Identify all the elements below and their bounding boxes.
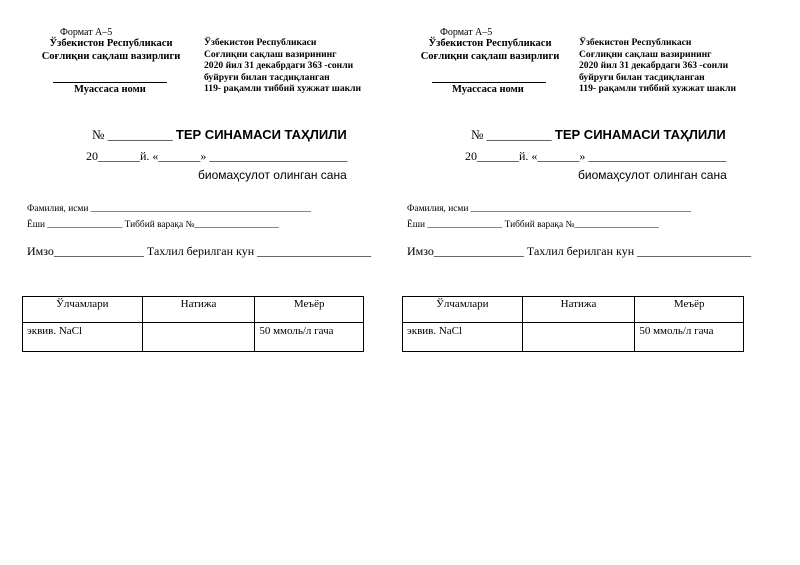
form-right bbox=[380, 0, 760, 565]
title-main: ТЕР СИНАМАСИ ТАҲЛИЛИ bbox=[554, 127, 726, 142]
approval-line: Ўзбекистон Республикаси bbox=[204, 37, 317, 48]
approval-line: 119- рақамли тиббий хужжат шакли bbox=[579, 83, 737, 94]
results-table bbox=[22, 296, 364, 352]
form-title bbox=[92, 127, 347, 143]
signature-date-line[interactable]: Имзо_______________ Тахлил берилган кун ___________________ bbox=[407, 244, 752, 258]
approval-line: Соғлиқни сақлаш вазирининг bbox=[579, 48, 712, 60]
table-cell-norm: 50 ммоль/л гача bbox=[635, 323, 744, 352]
table-header-cell: Натижа bbox=[142, 297, 255, 323]
format-label: Формат А–5 bbox=[60, 27, 113, 38]
signature-date-line[interactable]: Имзо_______________ Тахлил берилган кун ___________________ bbox=[27, 244, 372, 258]
date-field-line[interactable]: 20_______й. «_______» _______________________ bbox=[465, 149, 727, 163]
form-left bbox=[0, 0, 380, 565]
approval-line: Ўзбекистон Республикаси bbox=[579, 37, 692, 48]
age-record-field-line[interactable]: Ёши ________________ Тиббий варақа №__________________ bbox=[27, 220, 279, 230]
table-header-cell: Ўлчамлари bbox=[403, 297, 523, 323]
table-header-row bbox=[23, 297, 364, 323]
approval-line: буйруғи билан тасдиқланган bbox=[579, 71, 705, 83]
approval-line: 2020 йил 31 декабрдаги 363 -сонли bbox=[579, 60, 729, 71]
approval-line: Соғлиқни сақлаш вазирининг bbox=[204, 48, 337, 60]
institution-underline bbox=[53, 82, 167, 83]
table-row bbox=[23, 323, 364, 352]
approval-line: 119- рақамли тиббий хужжат шакли bbox=[204, 83, 362, 94]
format-label: Формат А–5 bbox=[440, 27, 493, 38]
institution-label: Муассаса номи bbox=[452, 84, 524, 95]
ministry-name: Ўзбекистон Республикаси Соғлиқни сақлаш вазирлиги bbox=[420, 38, 560, 62]
results-table bbox=[402, 296, 744, 352]
table-header-cell: Меъёр bbox=[255, 297, 364, 323]
approval-block bbox=[579, 37, 736, 95]
name-field-line[interactable]: Фамилия, исми _______________________________________________ bbox=[27, 204, 311, 214]
title-number: № __________ bbox=[471, 127, 552, 142]
table-cell-parameter: эквив. NaCl bbox=[23, 323, 143, 352]
date-field-line[interactable]: 20_______й. «_______» _______________________ bbox=[86, 149, 348, 163]
table-row bbox=[403, 323, 744, 352]
institution-label: Муассаса номи bbox=[74, 84, 146, 95]
table-cell-result[interactable] bbox=[522, 323, 635, 352]
table-header-cell: Ўлчамлари bbox=[23, 297, 143, 323]
age-record-field-line[interactable]: Ёши ________________ Тиббий варақа №__________________ bbox=[407, 220, 659, 230]
bio-date-label: биомаҳсулот олинган сана bbox=[578, 168, 727, 182]
approval-line: буйруғи билан тасдиқланган bbox=[204, 71, 330, 83]
table-header-cell: Натижа bbox=[522, 297, 635, 323]
table-cell-parameter: эквив. NaCl bbox=[403, 323, 523, 352]
table-cell-result[interactable] bbox=[142, 323, 255, 352]
ministry-name: Ўзбекистон Республикаси Соғлиқни сақлаш вазирлиги bbox=[41, 38, 181, 62]
title-number: № __________ bbox=[92, 127, 173, 142]
table-header-row bbox=[403, 297, 744, 323]
table-cell-norm: 50 ммоль/л гача bbox=[255, 323, 364, 352]
name-field-line[interactable]: Фамилия, исми _______________________________________________ bbox=[407, 204, 691, 214]
title-main: ТЕР СИНАМАСИ ТАҲЛИЛИ bbox=[175, 127, 347, 142]
institution-underline bbox=[432, 82, 546, 83]
approval-line: 2020 йил 31 декабрдаги 363 -сонли bbox=[204, 60, 354, 71]
approval-block bbox=[204, 37, 361, 95]
table-header-cell: Меъёр bbox=[635, 297, 744, 323]
form-title bbox=[471, 127, 726, 143]
bio-date-label: биомаҳсулот олинган сана bbox=[198, 168, 347, 182]
